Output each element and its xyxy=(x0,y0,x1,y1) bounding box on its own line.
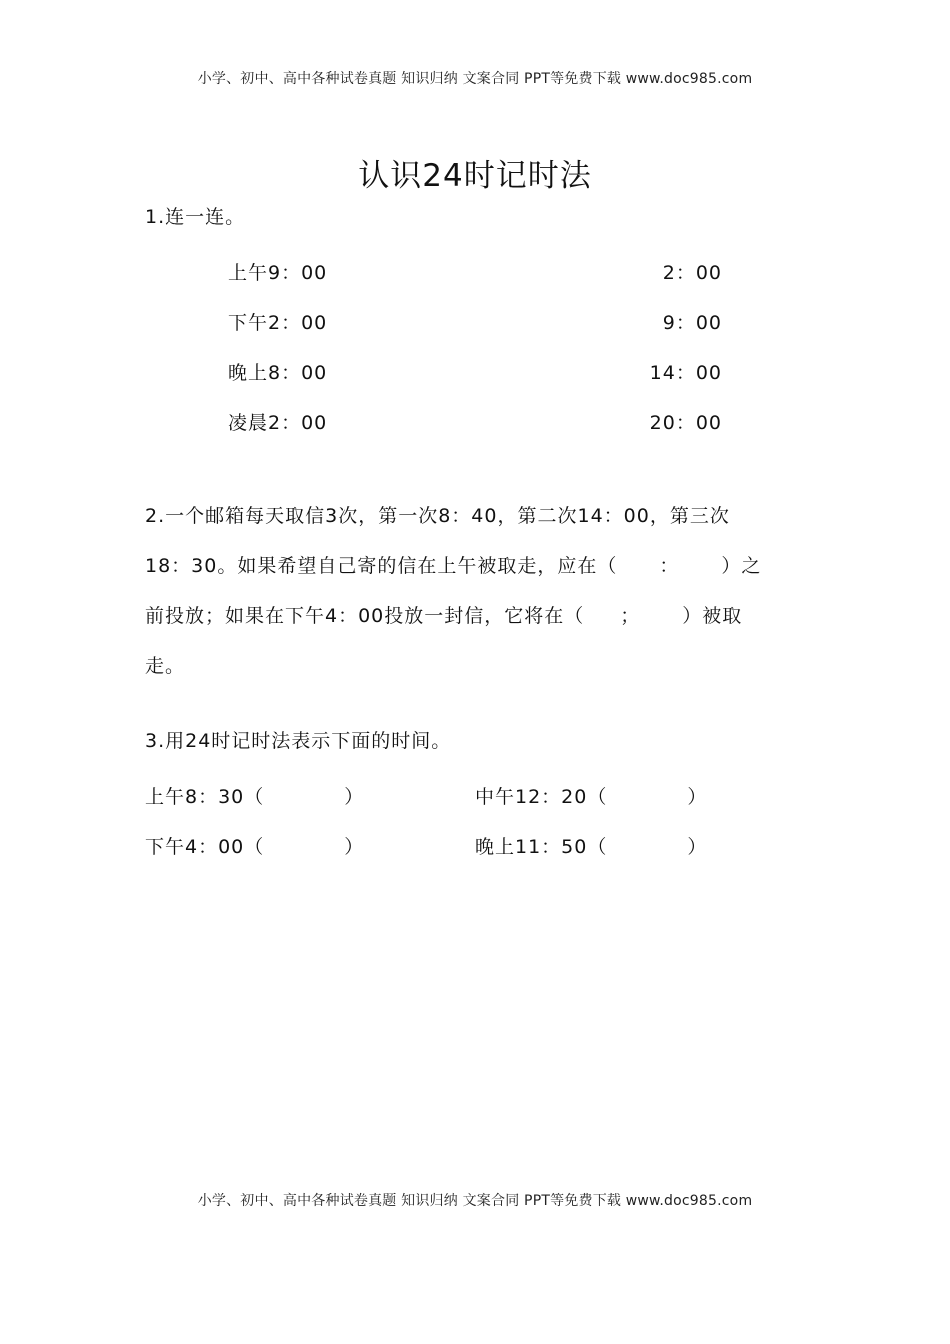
question-2-text: 前投放；如果在下午4：00投放一封信，它将在（ xyxy=(145,605,585,627)
question-2-line-1: 2.一个邮箱每天取信3次，第一次8：40，第二次14：00，第三次 xyxy=(145,505,730,527)
match-left-item: 凌晨2：00 xyxy=(228,412,328,434)
time-separator: ： xyxy=(659,555,680,577)
conversion-item xyxy=(475,832,707,859)
closing-paren: ） xyxy=(687,786,708,808)
match-left-item: 晚上8：00 xyxy=(228,362,328,384)
match-left-item: 下午2：00 xyxy=(228,312,328,334)
match-right-item: 2：00 xyxy=(662,262,722,284)
page-header: 小学、初中、高中各种试卷真题 知识归纳 文案合同 PPT等免费下载 www.doc985.com xyxy=(197,71,753,87)
question-2-line-2 xyxy=(145,556,810,606)
match-right-item: 9：00 xyxy=(662,312,722,334)
match-right-item: 20：00 xyxy=(649,412,722,434)
page-title: 认识24时记时法 xyxy=(358,158,592,194)
closing-paren: ） xyxy=(687,836,708,858)
conversion-item xyxy=(475,782,707,809)
question-2-line-4: 走。 xyxy=(145,655,186,677)
conversion-label: 中午12：20（ xyxy=(475,786,608,808)
conversion-item xyxy=(145,782,364,809)
question-2 xyxy=(145,506,810,706)
question-2-text: ）被取 xyxy=(682,605,743,627)
match-left-item: 上午9：00 xyxy=(228,262,328,284)
match-right-item: 14：00 xyxy=(649,362,722,384)
question-2-text: 18：30。如果希望自己寄的信在上午被取走，应在（ xyxy=(145,555,618,577)
closing-paren: ） xyxy=(344,786,365,808)
question-2-text: ）之 xyxy=(721,555,762,577)
conversion-label: 上午8：30（ xyxy=(145,786,265,808)
conversion-label: 晚上11：50（ xyxy=(475,836,608,858)
page-footer: 小学、初中、高中各种试卷真题 知识归纳 文案合同 PPT等免费下载 www.doc985.com xyxy=(197,1193,753,1209)
conversion-label: 下午4：00（ xyxy=(145,836,265,858)
question-1-title: 1.连一连。 xyxy=(145,206,246,228)
closing-paren: ） xyxy=(344,836,365,858)
time-separator: ； xyxy=(620,605,641,627)
conversion-item xyxy=(145,832,364,859)
question-2-line-3 xyxy=(145,606,810,656)
question-3-title: 3.用24时记时法表示下面的时间。 xyxy=(145,730,452,752)
